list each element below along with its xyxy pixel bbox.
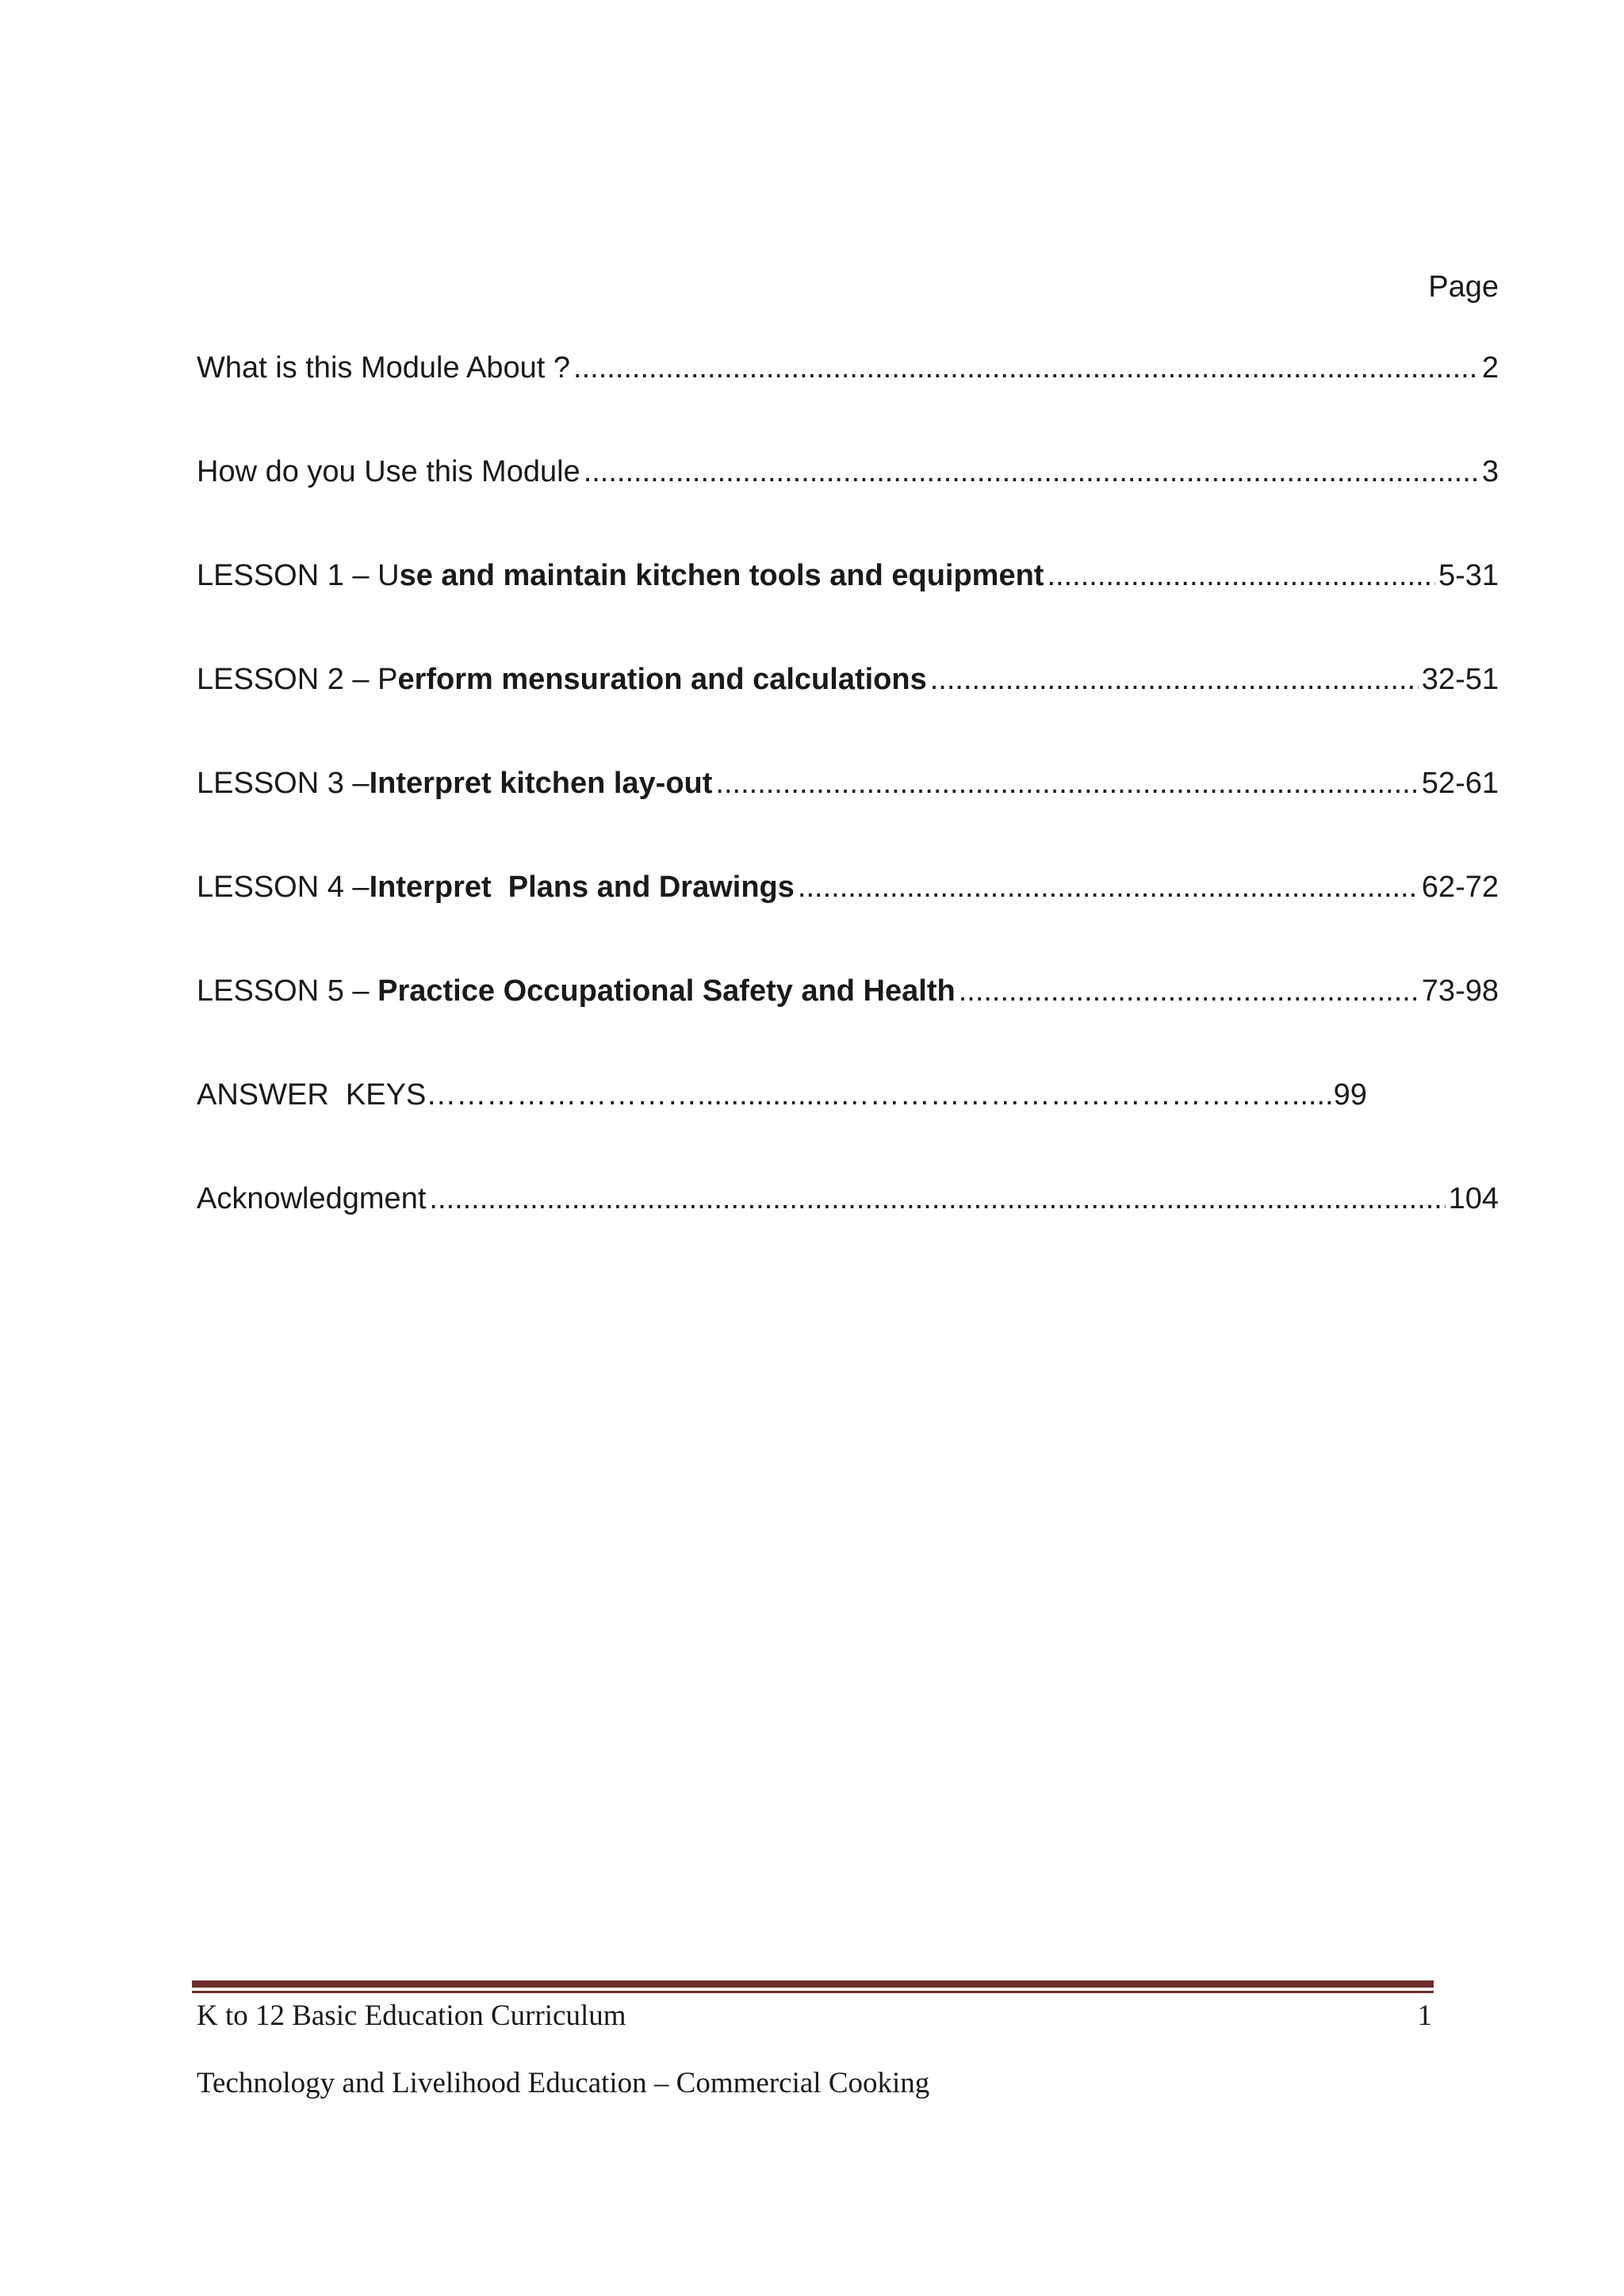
toc-dot-leader [429,1180,1445,1218]
toc-entry-lesson-3[interactable] [197,764,1499,802]
toc-entry-title: LESSON 2 – Perform mensuration and calculations [197,663,927,696]
toc-dot-leader [959,972,1419,1010]
toc-entry-lesson-1[interactable] [197,557,1499,595]
toc-entry-lesson-5[interactable] [197,972,1499,1010]
toc-entry-page: 104 [1448,1182,1499,1215]
toc-entry-title: ANSWER KEYS……………………….................………………………………………..... [197,1078,1334,1112]
toc-entry-page: 52-61 [1421,767,1499,800]
toc-page-heading: Page [1428,270,1499,304]
toc-entry-title: Acknowledgment [197,1182,427,1215]
toc-entry-title: LESSON 3 –Interpret kitchen lay-out [197,767,713,800]
toc-entry-how-to-use[interactable] [197,453,1499,491]
toc-entry-lesson-2[interactable] [197,660,1499,698]
toc-entry-answer-keys[interactable] [197,1076,1367,1114]
toc-entry-page: 62-72 [1421,871,1499,904]
toc-entry-page: 99 [1333,1078,1367,1112]
toc-entry-page: 2 [1481,351,1499,385]
toc-entry-title: LESSON 4 –Interpret Plans and Drawings [197,871,795,904]
footer-rule-thin [192,1991,1434,1993]
toc-dot-leader [584,453,1479,491]
toc-dot-leader [1047,557,1434,595]
toc-entry-title: What is this Module About ? [197,351,571,385]
toc-entry-title: LESSON 5 – Practice Occupational Safety and Health [197,974,956,1008]
toc-dot-leader [930,660,1419,698]
toc-dot-leader [798,868,1419,906]
toc-entry-title: LESSON 1 – Use and maintain kitchen tools and equipment [197,559,1044,592]
footer-rule [192,1980,1434,1988]
footer-page-number: 1 [1417,1999,1432,2032]
toc-entry-lesson-4[interactable] [197,868,1499,906]
toc-entry-page: 5-31 [1438,559,1499,592]
footer-subject: Technology and Livelihood Education – Commercial Cooking [197,2067,930,2099]
toc-entry-page: 3 [1481,455,1499,488]
toc-entry-page: 32-51 [1421,663,1499,696]
toc-entry-title: How do you Use this Module [197,455,580,488]
toc-dot-leader [573,349,1479,387]
toc-entry-acknowledgment[interactable] [197,1180,1499,1218]
toc-dot-leader [715,764,1418,802]
toc-entry-page: 73-98 [1421,974,1499,1008]
toc-entry-module-about[interactable] [197,349,1499,387]
footer-curriculum: K to 12 Basic Education Curriculum [197,1999,626,2032]
